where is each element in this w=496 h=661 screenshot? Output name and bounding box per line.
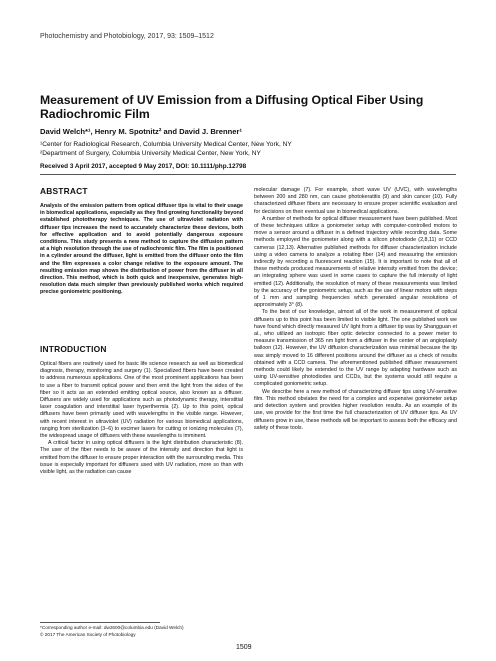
article-title: Measurement of UV Emission from a Diffusing Optical Fiber Using Radiochromic Film (40, 93, 424, 121)
affiliation-2: ²Department of Surgery, Columbia University Medical Center, New York, NY (40, 150, 261, 157)
body-paragraph: To the best of our knowledge, almost all of the work in measurement of optical diffusers up to this point has been limited to visible light. The one published work we have found which directly measured UV light from a diffuser tip was by Shangguan et al., who utilized an isotropic fiber optic detector connected to a power meter to measure transmission of 365 nm light from a diffuser in the center of an angioplasty balloon (12). However, the UV diffusion characterization was minimal because the tip was simply moved to 16 different positions around the diffuser as a check of results obtained with a CCD camera. The aforementioned published diffuser measurement methods could likely be extended to the UV range by adapting hardware such as using UV-sensitive photodiodes and CCDs, but the systems would still require a complicated goniometric setup. (254, 309, 457, 388)
page-number: 1509 (236, 644, 252, 651)
introduction-section (40, 344, 243, 476)
author-list: David Welch*¹, Henry M. Spotnitz² and David J. Brenner¹ (40, 127, 242, 136)
body-paragraph: A number of methods for optical diffuser measurement have been published. Most of these techniques utilize a goniometer setup with computer-controlled motors to move a sensor around a diffuser in a defined trajectory while recording data. Some methods employed the goniometer along with a silicon photodiode (2,8,11) or CCD cameras (12,13). Alternative published methods for diffuser characterization include using a video camera to analyze a rotating fiber (14) and measuring the emission indirectly by recording a fluorescent reaction (15). It is important to note that all of these methods produced measurements of relative intensity emitted from the device; an integrating sphere was used in some cases to capture the full intensity of light emitted (12). Additionally, the resolution of many of these measurements was limited by the accuracy of the goniometric setup, such as the use of linear motors with steps of 1 mm and sampling frequencies which generated angular resolutions of approximately 3° (8). (254, 215, 457, 309)
received-line: Received 3 April 2017, accepted 9 May 2017, DOI: 10.1111/php.12798 (40, 163, 247, 170)
footnote-divider (40, 622, 160, 623)
body-paragraph: molecular damage (7). For example, short wave UV (UVC), with wavelengths between 200 and 280 nm, can cause photokeratitis (9) and skin cancer (10). Fully characterized diffuser fibers are necessary to ensure proper scientific evaluation and for decisions on their eventual use in biomedical applications. (254, 187, 457, 215)
journal-citation: Photochemistry and Photobiology, 2017, 93: 1509–1512 (40, 33, 214, 40)
introduction-heading: INTRODUCTION (40, 344, 107, 354)
introduction-paragraph: Optical fibers are routinely used for basic life science research as well as biomedical diagnosis, therapy, monitoring and surgery (1). Specialized fibers have been created to address numerous applications. One of the most prominent applications has been to use a fiber to transmit optical power and then emit the light from the sides of the fiber so it acts as an extended emitting optical source, also known as a diffuser. Diffusers are widely used for applications such as photodynamic therapy, interstitial laser coagulation and interstitial laser hyperthermia (2). Up to this point, optical diffusers have been primarily used with wavelengths in the visible range. However, with recent interest in ultraviolet (UV) radiation for various biomedical applications, ranging from sterilization (3–6) to excimer lasers for cutting or ionizing molecules (7), the widespread usage of diffusers with these wavelengths is imminent. (40, 361, 243, 440)
abstract-text: Analysis of the emission pattern from optical diffuser tips is vital to their usage in biomedical applications, especially as they find growing functionality beyond established phototherapy techniques. The use of ultraviolet radiation with diffuser tips increases the need to accurately characterize these devices, both for effective application and to avoid potentially dangerous exposure conditions. This study presents a new method to capture the diffusion pattern at a high resolution through the use of radiochromic film. The film is positioned in a cylinder around the diffuser, light is emitted from the diffuser onto the film and the film expresses a color change relative to the exposure amount. The resulting emission map shows the distribution of power from the diffuser in all direction. This method, which is both quick and inexpensive, generates high-resolution data much simpler than previously published works which required precise goniometric positioning. (40, 203, 243, 296)
body-paragraph: We describe here a new method of characterizing diffuser tips using UV-sensitive film. This method obviates the need for a complex and expensive goniometer setup and detection system and provides higher resolution results. As an example of its use, we provide for the first time the full characterization of UV diffuser tips. As UV diffusers grow in use, these methods will be important to assess both the efficacy and safety of these tools. (254, 388, 457, 431)
right-column-body (254, 187, 457, 432)
affiliation-1: ¹Center for Radiological Research, Columbia University Medical Center, New York, NY (40, 141, 292, 148)
copyright-footnote: © 2017 The American Society of Photobiology (40, 632, 136, 637)
corresponding-author-footnote: *Corresponding author e-mail: dw2600@columbia.edu (David Welch) (40, 625, 184, 630)
header-divider (40, 174, 456, 175)
abstract-section (40, 186, 243, 297)
abstract-heading: ABSTRACT (40, 186, 88, 196)
introduction-paragraph: A critical factor in using optical diffusers is the light distribution characteristic (8). The user of the fiber needs to be aware of the intensity and direction that light is emitted from the diffuser to ensure proper interaction with the surrounding media. This issue is especially important for diffusers used with UV radiation, more so than with visible light, as the radiation can cause (40, 440, 243, 476)
